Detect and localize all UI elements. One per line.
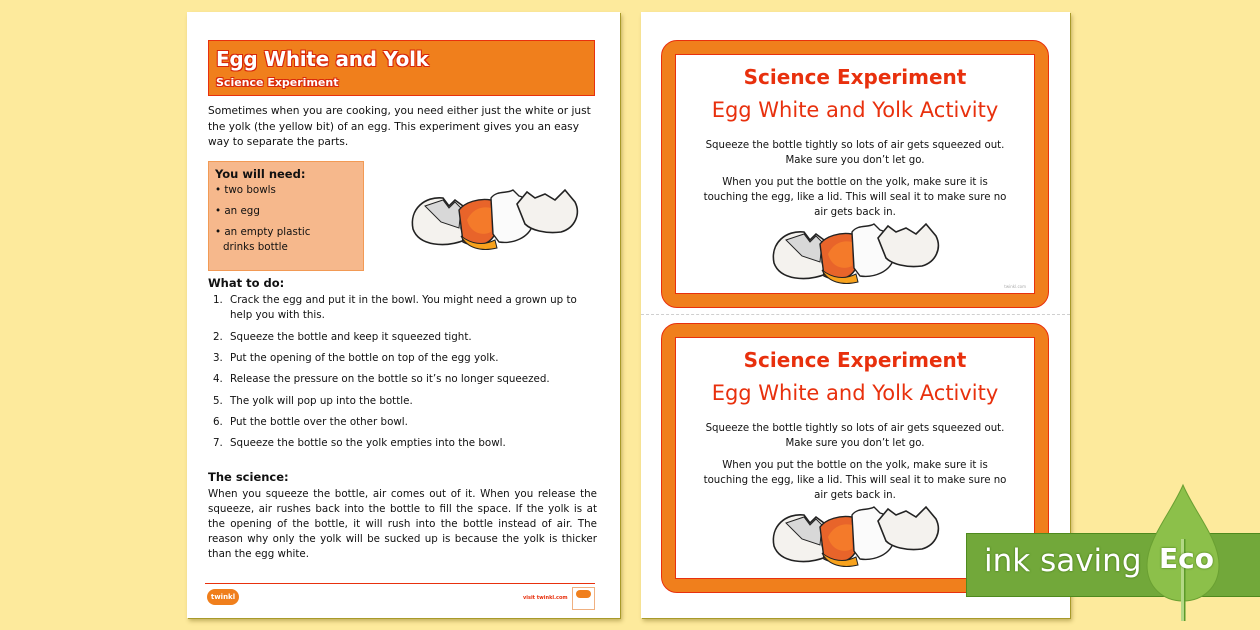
step-text: The yolk will pop up into the bottle.: [230, 395, 413, 407]
text-line: Make sure you don’t let go.: [785, 438, 925, 449]
page-subtitle: Science Experiment: [216, 76, 339, 89]
step-item: [213, 436, 598, 451]
step-text: Crack the egg and put it in the bowl. You might need a grown up to help you with this.: [230, 294, 577, 321]
step-item: [213, 330, 598, 345]
card-paragraph-1: [696, 421, 1014, 451]
card-paragraph-2: [696, 458, 1014, 503]
step-number: 1.: [213, 294, 223, 306]
science-title: The science:: [208, 470, 289, 484]
header-banner: [208, 40, 595, 96]
card-title: Science Experiment: [743, 348, 967, 372]
text-line: Squeeze the bottle tightly so lots of air gets squeezed out.: [705, 423, 1005, 434]
step-item: [213, 293, 598, 323]
footer-divider: [205, 583, 595, 584]
cracked-egg-icon: [405, 184, 585, 254]
cracked-egg-icon: [766, 218, 946, 288]
step-number: 2.: [213, 331, 223, 343]
card-subtitle: Egg White and Yolk Activity: [711, 98, 999, 122]
text-line: air gets back in.: [814, 207, 896, 218]
step-text: Put the bottle over the other bowl.: [230, 416, 408, 428]
need-item: • an egg: [215, 205, 260, 217]
text-line: When you put the bottle on the yolk, make sure it is: [722, 460, 988, 471]
you-will-need-box: [208, 161, 364, 271]
card-paragraph-2: [696, 175, 1014, 220]
step-text: Put the opening of the bottle on top of the egg yolk.: [230, 352, 499, 364]
step-number: 6.: [213, 416, 223, 428]
what-to-do-title: What to do:: [208, 276, 285, 290]
step-number: 3.: [213, 352, 223, 364]
activity-cards-page: [641, 12, 1070, 618]
need-item: • two bowls: [215, 184, 276, 196]
cut-line: [641, 314, 1070, 315]
intro-paragraph: Sometimes when you are cooking, you need either just the white or just the yolk (the yellow bit) of an egg. This experiment gives you an easy way to separate the parts.: [208, 105, 591, 148]
eco-label: Eco: [1159, 542, 1214, 575]
need-item: drinks bottle: [223, 241, 288, 253]
you-will-need-title: You will need:: [215, 167, 306, 181]
need-item: • an empty plastic: [215, 226, 311, 238]
twinkl-logo: twinkl: [207, 589, 239, 605]
step-text: Squeeze the bottle and keep it squeezed tight.: [230, 331, 472, 343]
card-subtitle: Egg White and Yolk Activity: [711, 381, 999, 405]
step-item: [213, 351, 598, 366]
step-item: [213, 372, 598, 387]
text-line: air gets back in.: [814, 490, 896, 501]
step-number: 5.: [213, 395, 223, 407]
science-paragraph: When you squeeze the bottle, air comes out of it. When you release the squeeze, air rushes back into the bottle to fill the space. If the yolk is at the opening of the bottle, it will rush into the bottle instead of air. The reason why only the yolk will be sucked up is because the yolk is thicker than the egg white.: [208, 488, 597, 560]
step-item: [213, 415, 598, 430]
text-line: touching the egg, like a lid. This will seal it to make sure no: [703, 475, 1007, 486]
text-line: Make sure you don’t let go.: [785, 155, 925, 166]
card-title: Science Experiment: [743, 65, 967, 89]
step-text: Squeeze the bottle so the yolk empties into the bowl.: [230, 437, 506, 449]
footer-url: visit twinkl.com: [523, 595, 568, 601]
text-line: touching the egg, like a lid. This will seal it to make sure no: [703, 192, 1007, 203]
cracked-egg-icon: [766, 501, 946, 571]
card-paragraph-1: [696, 138, 1014, 168]
card-footer: twinkl.com: [1004, 284, 1026, 289]
text-line: When you put the bottle on the yolk, make sure it is: [722, 177, 988, 188]
quality-badge-icon: [572, 587, 595, 610]
step-item: [213, 394, 598, 409]
ink-saving-label: ink saving: [984, 543, 1142, 579]
text-line: Squeeze the bottle tightly so lots of air gets squeezed out.: [705, 140, 1005, 151]
page-title: Egg White and Yolk: [216, 47, 429, 71]
activity-card: [661, 40, 1049, 308]
card-body: [675, 54, 1035, 294]
step-number: 7.: [213, 437, 223, 449]
step-number: 4.: [213, 373, 223, 385]
activity-sheet-page: [187, 12, 620, 618]
step-text: Release the pressure on the bottle so it’s no longer squeezed.: [230, 373, 550, 385]
